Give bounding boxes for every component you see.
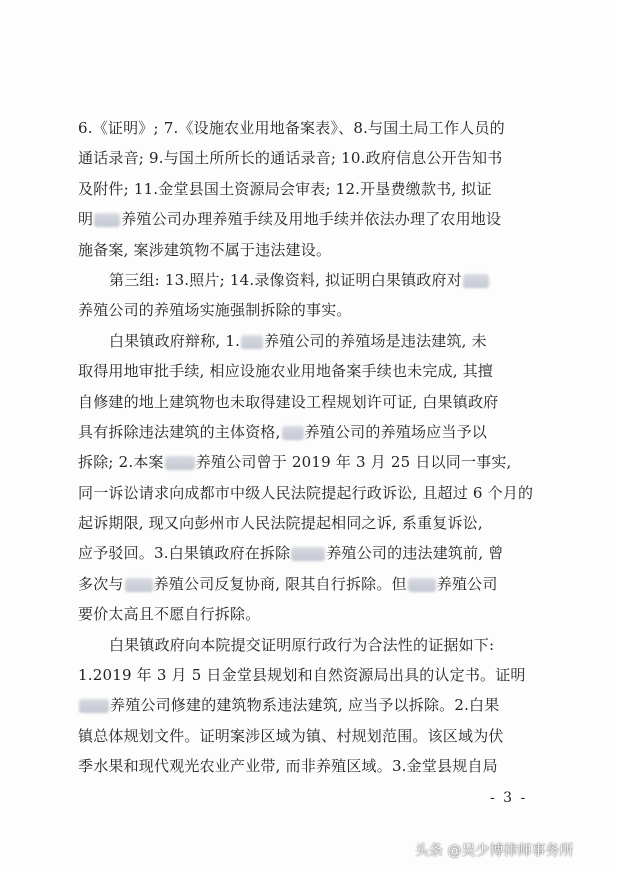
text-segment: 应予驳回。3.白果镇政府在拆除 [78, 544, 291, 563]
text-segment: 第三组: 13.照片; 14.录像资料, 拟证明白果镇政府对 [109, 270, 462, 289]
page-number: - 3 - [490, 790, 528, 806]
text-line [78, 569, 548, 599]
document-body [78, 113, 548, 782]
text-segment: 白果镇政府辩称, 1. [109, 331, 241, 350]
text-line: 施备案, 案涉建筑物不属于违法建设。 [78, 240, 332, 259]
text-line: 同一诉讼请求向成都市中级人民法院提起行政诉讼, 且超过 6 个月的 [78, 483, 534, 502]
text-line [78, 690, 548, 720]
redacted-name [282, 426, 304, 440]
text-line: 自修建的地上建筑物也未取得建设工程规划许可证, 白果镇政府 [78, 392, 499, 411]
text-segment: 养殖公司曾于 2019 年 3 月 25 日以同一事实, [195, 453, 512, 472]
text-segment: 养殖公司修建的建筑物系违法建筑, 应当予以拆除。2.白果 [110, 696, 500, 715]
redacted-name [79, 699, 109, 713]
redacted-name [165, 456, 195, 470]
redacted-name [125, 578, 153, 592]
text-line: 养殖公司的养殖场实施强制拆除的事实。 [78, 301, 352, 320]
text-line: 取得用地审批手续, 相应设施农业用地备案手续也未完成, 其擅 [78, 362, 494, 381]
text-segment: 养殖公司的养殖场应当予以 [304, 422, 487, 441]
text-line: 通话录音; 9.与国土所所长的通话录音; 10.政府信息公开告知书 [78, 149, 503, 168]
text-line [78, 265, 548, 295]
text-segment: 养殖公司 [436, 574, 498, 593]
text-line: 1.2019 年 3 月 5 日金堂县规划和自然资源局出具的认定书。证明 [78, 666, 526, 685]
redacted-name [408, 578, 436, 592]
text-segment: 养殖公司的养殖场是违法建筑, 未 [264, 331, 487, 350]
text-segment: 养殖公司反复协商, 限其自行拆除。但 [153, 574, 407, 593]
text-segment: 明 [78, 210, 94, 229]
text-line [78, 204, 548, 234]
text-line: 6.《证明》; 7.《设施农业用地备案表》、8.与国土局工作人员的 [78, 119, 505, 137]
redacted-name [291, 547, 325, 561]
text-line [78, 326, 548, 356]
text-line [78, 447, 548, 477]
text-line: 及附件; 11.金堂县国土资源局会审表; 12.开垦费缴款书, 拟证 [78, 179, 492, 198]
text-line: 白果镇政府向本院提交证明原行政行为合法性的证据如下: [109, 635, 495, 654]
text-line: 要价太高且不愿自行拆除。 [78, 605, 261, 624]
text-line [78, 417, 548, 447]
text-segment: 拆除; 2.本案 [78, 453, 164, 472]
redacted-name [241, 335, 263, 349]
text-line [78, 538, 548, 568]
text-line: 季水果和现代观光农业产业带, 而非养殖区域。3.金堂县规自局 [78, 757, 498, 776]
text-segment: 养殖公司办理养殖手续及用地手续并依法办理了农用地设 [121, 210, 502, 229]
text-line: 起诉期限, 现又向彭州市人民法院提起相同之诉, 系重复诉讼, [78, 514, 483, 533]
source-watermark: 头条 @吴少博律师事务所 [415, 843, 574, 859]
text-segment: 多次与 [78, 574, 124, 593]
redacted-name [463, 274, 489, 288]
text-segment: 具有拆除违法建筑的主体资格, [78, 422, 281, 441]
text-line: 镇总体规划文件。证明案涉区域为镇、村规划范围。该区域为伏 [78, 726, 504, 745]
text-segment: 养殖公司的违法建筑前, 曾 [326, 544, 504, 563]
redacted-name [94, 213, 120, 227]
